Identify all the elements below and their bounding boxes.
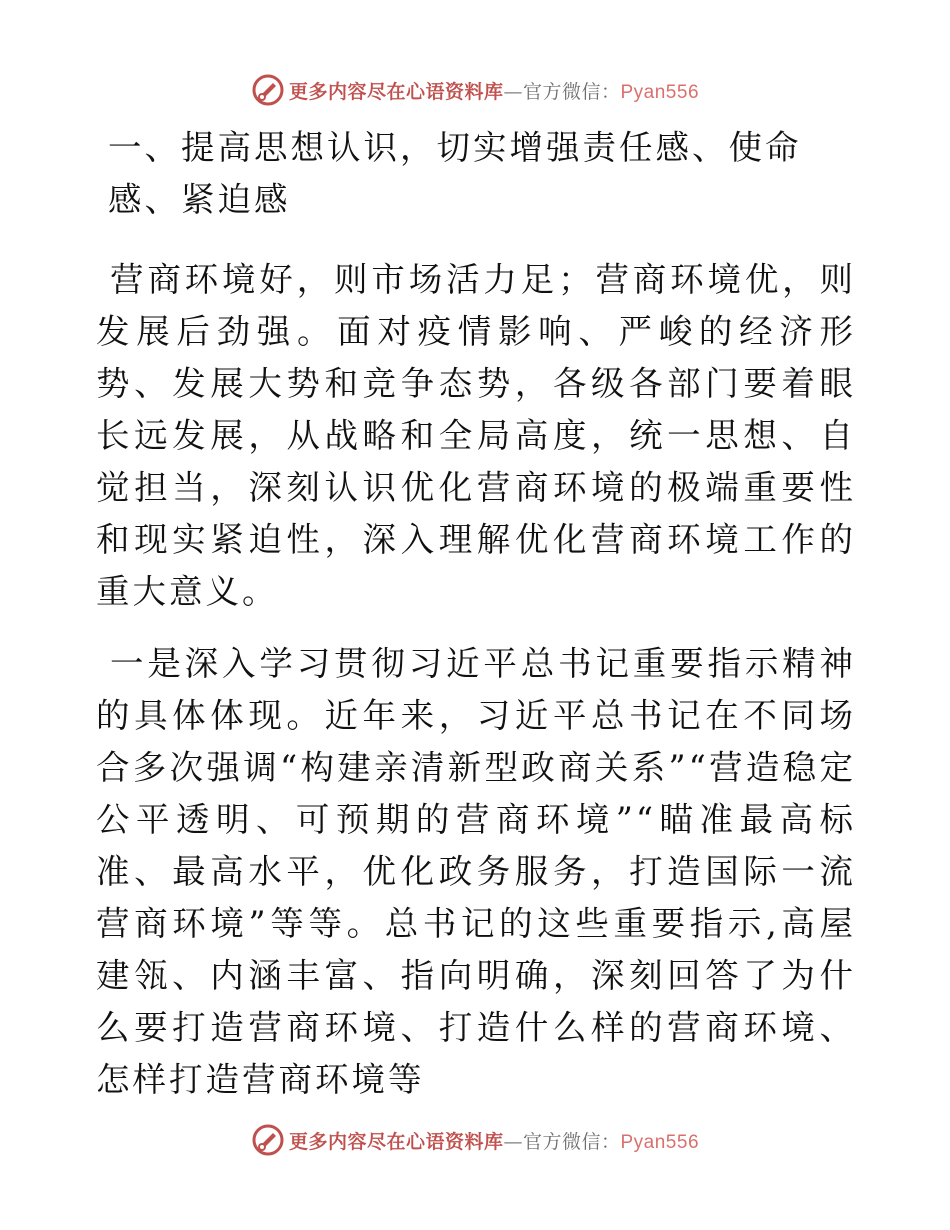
paragraph-1: 营商环境好，则市场活力足；营商环境优，则发展后劲强。面对疫情影响、严峻的经济形势、发展大势和竞争态势，各级各部门要着眼长远发展，从战略和全局高度，统一思想、自觉担当，深刻认识优化营商环境的极端重要性和现实紧迫性，深入理解优化营商环境工作的重大意义。 bbox=[96, 260, 856, 611]
watermark-text bbox=[289, 1127, 699, 1154]
watermark-brand: 更多内容尽在心语资料库 bbox=[288, 80, 504, 103]
header-watermark bbox=[0, 70, 950, 110]
watermark-text bbox=[289, 77, 699, 104]
brand-logo-icon bbox=[251, 73, 285, 107]
watermark-brand: 更多内容尽在心语资料库 bbox=[288, 1130, 504, 1153]
watermark-id: Pyan556 bbox=[620, 1131, 700, 1153]
watermark-label: 官方微信： bbox=[522, 80, 621, 103]
paragraph-2: 一是深入学习贯彻习近平总书记重要指示精神的具体体现。近年来，习近平总书记在不同场合多次强调“构建亲清新型政商关系”“营造稳定公平透明、可预期的营商环境”“瞄准最高标准、最高水平，优化政务服务，打造国际一流营商环境”等等。总书记的这些重要指示,高屋建瓴、内涵丰富、指向明确，深刻回答了为什么要打造营商环境、打造什么样的营商环境、怎样打造营商环境等 bbox=[96, 644, 856, 1099]
brand-logo-icon bbox=[251, 1123, 285, 1157]
watermark-label: 官方微信： bbox=[522, 1130, 621, 1153]
watermark-dash: — bbox=[503, 1130, 523, 1153]
section-heading: 一、提高思想认识，切实增强责任感、使命感、紧迫感 bbox=[108, 128, 802, 219]
footer-watermark bbox=[0, 1120, 950, 1160]
document-body bbox=[96, 122, 856, 1126]
watermark-dash: — bbox=[503, 80, 523, 103]
watermark-id: Pyan556 bbox=[620, 81, 700, 103]
